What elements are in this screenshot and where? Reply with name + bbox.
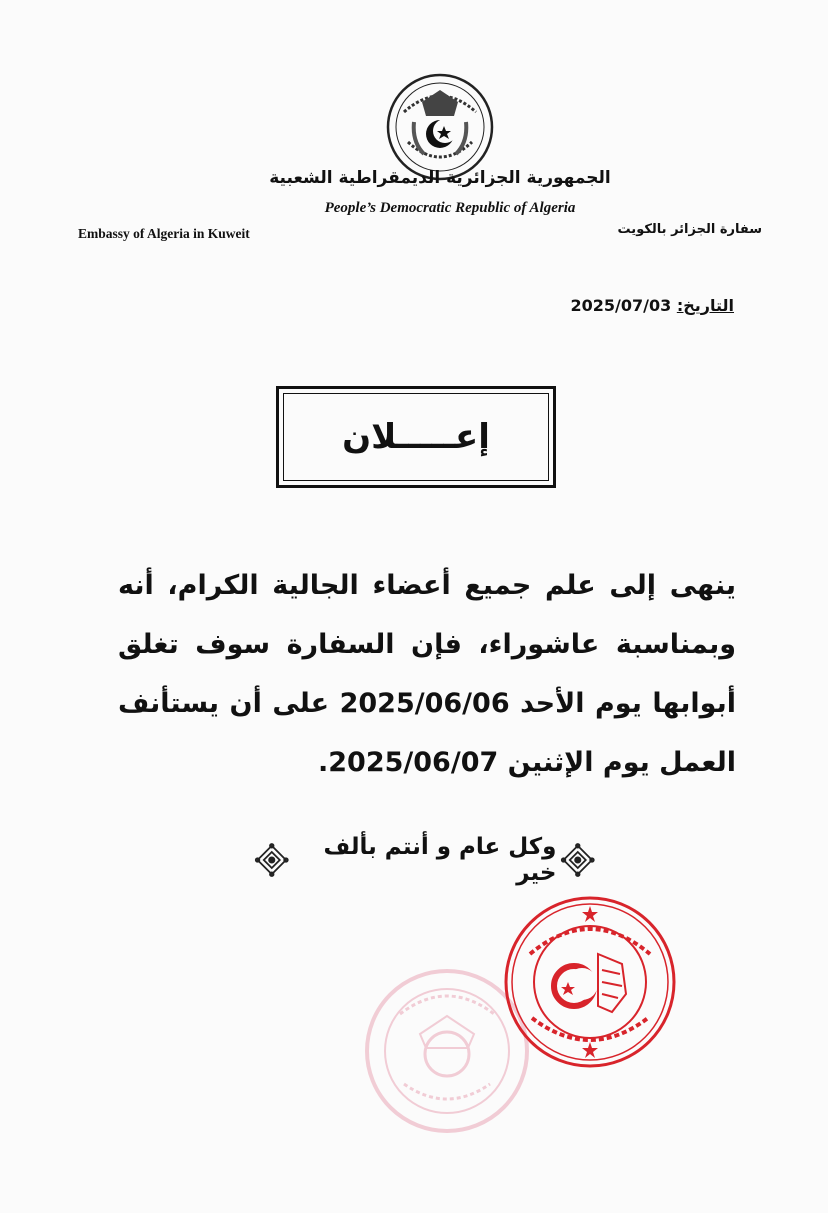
algeria-emblem-icon: [384, 72, 496, 182]
country-name-english: People’s Democratic Republic of Algeria: [324, 200, 576, 216]
ornament-icon: [560, 841, 596, 879]
date-label: التاريخ:: [676, 296, 734, 315]
announcement-title: إعـــــلان: [283, 393, 549, 481]
date-value: 2025/07/03: [570, 296, 672, 315]
announcement-title-box: [276, 386, 556, 488]
greeting-text: وكل عام و أنتم بألف خير: [323, 834, 557, 886]
ornament-icon: [254, 841, 290, 879]
embassy-name-english: Embassy of Algeria in Kuweit: [78, 226, 250, 241]
embassy-name-arabic: سفارة الجزائر بالكويت: [617, 222, 762, 237]
greeting-line: [250, 834, 600, 886]
country-name-arabic: الجمهورية الجزائرية الديمقراطية الشعبية: [269, 168, 611, 188]
date-line: [570, 296, 734, 315]
embassy-stamp: [502, 894, 678, 1070]
announcement-body: ينهى إلى علم جميع أعضاء الجالية الكرام، أنه وبمناسبة عاشوراء، فإن السفارة سوف تغلق أبوابها يوم الأحد 2025/06/06 على أن يستأنف العمل يوم الإثنين 2025/06/07.: [118, 570, 736, 778]
